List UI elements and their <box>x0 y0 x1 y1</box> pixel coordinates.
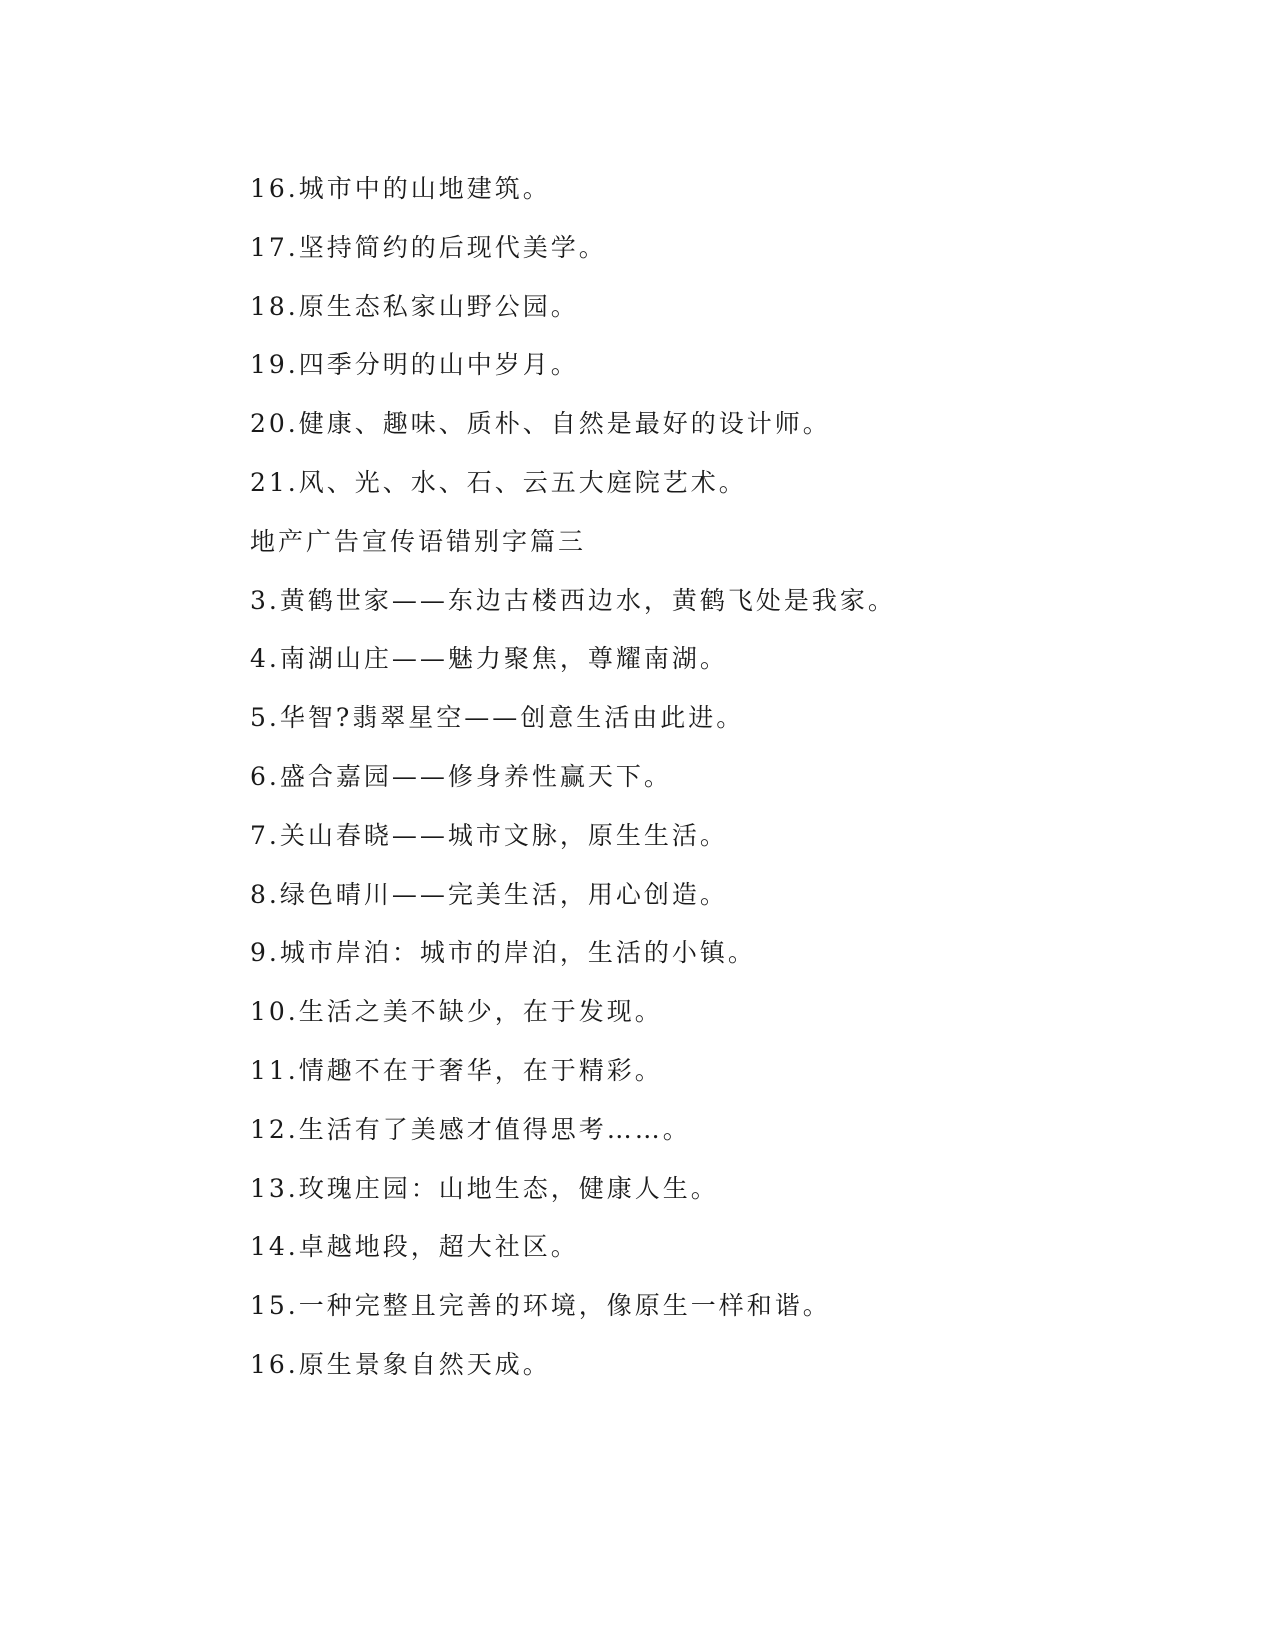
list-item: 5.华智?翡翠星空——创意生活由此进。 <box>250 703 745 733</box>
list-item: 4.南湖山庄——魅力聚焦，尊耀南湖。 <box>250 644 728 674</box>
list-item: 12.生活有了美感才值得思考……。 <box>250 1114 691 1144</box>
list-item: 8.绿色晴川——完美生活，用心创造。 <box>250 879 728 909</box>
list-item: 18.原生态私家山野公园。 <box>250 291 579 321</box>
list-item: 13.玫瑰庄园：山地生态，健康人生。 <box>250 1173 719 1203</box>
list-item: 7.关山春晓——城市文脉，原生生活。 <box>250 820 728 850</box>
list-item: 3.黄鹤世家——东边古楼西边水，黄鹤飞处是我家。 <box>250 585 896 615</box>
list-item: 17.坚持简约的后现代美学。 <box>250 232 607 262</box>
section-heading: 地产广告宣传语错别字篇三 <box>250 526 587 556</box>
list-item: 15.一种完整且完善的环境，像原生一样和谐。 <box>250 1291 831 1321</box>
list-item: 19.四季分明的山中岁月。 <box>250 350 579 380</box>
list-item: 20.健康、趣味、质朴、自然是最好的设计师。 <box>250 409 831 439</box>
list-item: 11.情趣不在于奢华，在于精彩。 <box>250 1055 663 1085</box>
list-item: 10.生活之美不缺少，在于发现。 <box>250 997 663 1027</box>
list-item: 21.风、光、水、石、云五大庭院艺术。 <box>250 467 747 497</box>
list-item: 9.城市岸泊：城市的岸泊，生活的小镇。 <box>250 938 756 968</box>
list-item: 16.原生景象自然天成。 <box>250 1349 551 1379</box>
list-item: 6.盛合嘉园——修身养性赢天下。 <box>250 761 672 791</box>
document-body <box>250 160 1050 1395</box>
list-item: 14.卓越地段，超大社区。 <box>250 1232 579 1262</box>
list-item: 16.城市中的山地建筑。 <box>250 174 551 203</box>
